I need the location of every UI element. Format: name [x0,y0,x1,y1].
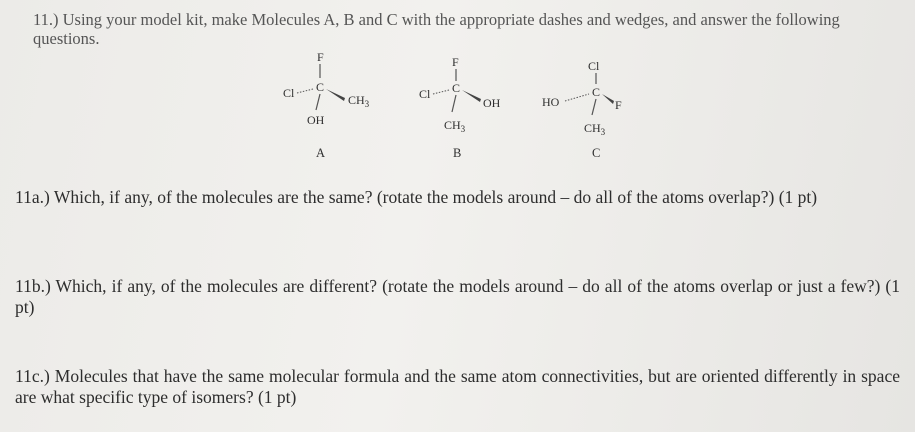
molecule-b-center-atom: C [452,81,461,95]
molecule-c-center-atom: C [592,85,601,99]
molecule-b-label: B [453,146,462,160]
molecule-a-top-atom: F [317,50,324,64]
molecule-c-bottom-bond [592,99,596,115]
molecule-c [542,59,622,160]
molecule-a-right-wedge-bond [326,89,345,101]
molecule-b [419,55,501,160]
question-11a: 11a.) Which, if any, of the molecules are the same? (rotate the models around – do all of the atoms overlap?) (1 pt) [15,187,818,207]
molecule-a [283,50,370,160]
molecule-c-left-atom: HO [542,95,560,109]
molecule-a-bottom-atom: OH [307,113,325,127]
question-11-intro: 11.) Using your model kit, make Molecules A, B and C with the appropriate dashes and wedges, and answer the following questions. [33,10,840,48]
molecule-b-bottom-bond [452,95,456,112]
molecule-b-left-dash-bond [433,90,449,94]
molecule-a-left-dash-bond [297,89,313,93]
molecule-c-top-atom: Cl [588,59,600,73]
molecule-a-label: A [316,146,326,160]
molecule-b-bottom-atom: $CH_3$ [444,118,466,134]
molecule-a-bottom-bond [316,94,320,110]
molecule-a-right-atom: $CH_3$ [348,93,370,109]
molecule-a-left-atom: Cl [283,86,295,100]
molecule-b-top-atom: F [452,55,459,69]
molecule-b-right-atom: OH [483,96,501,110]
molecule-c-left-dash-bond [565,94,589,101]
molecule-c-label: C [592,146,601,160]
molecule-b-right-wedge-bond [462,90,481,102]
molecule-b-left-atom: Cl [419,87,431,101]
question-11b: 11b.) Which, if any, of the molecules are different? (rotate the models around – do all of the atoms overlap or just a few?) (1 pt) [15,276,900,317]
molecule-c-right-atom: F [615,98,622,112]
molecule-a-center-atom: C [316,80,325,94]
molecule-c-bottom-atom: $CH_3$ [584,121,606,137]
molecule-c-right-wedge-bond [602,94,614,104]
question-11c: 11c.) Molecules that have the same molecular formula and the same atom connectivities, but are oriented differently in space are what specific type of isomers? (1 pt) [15,366,900,407]
